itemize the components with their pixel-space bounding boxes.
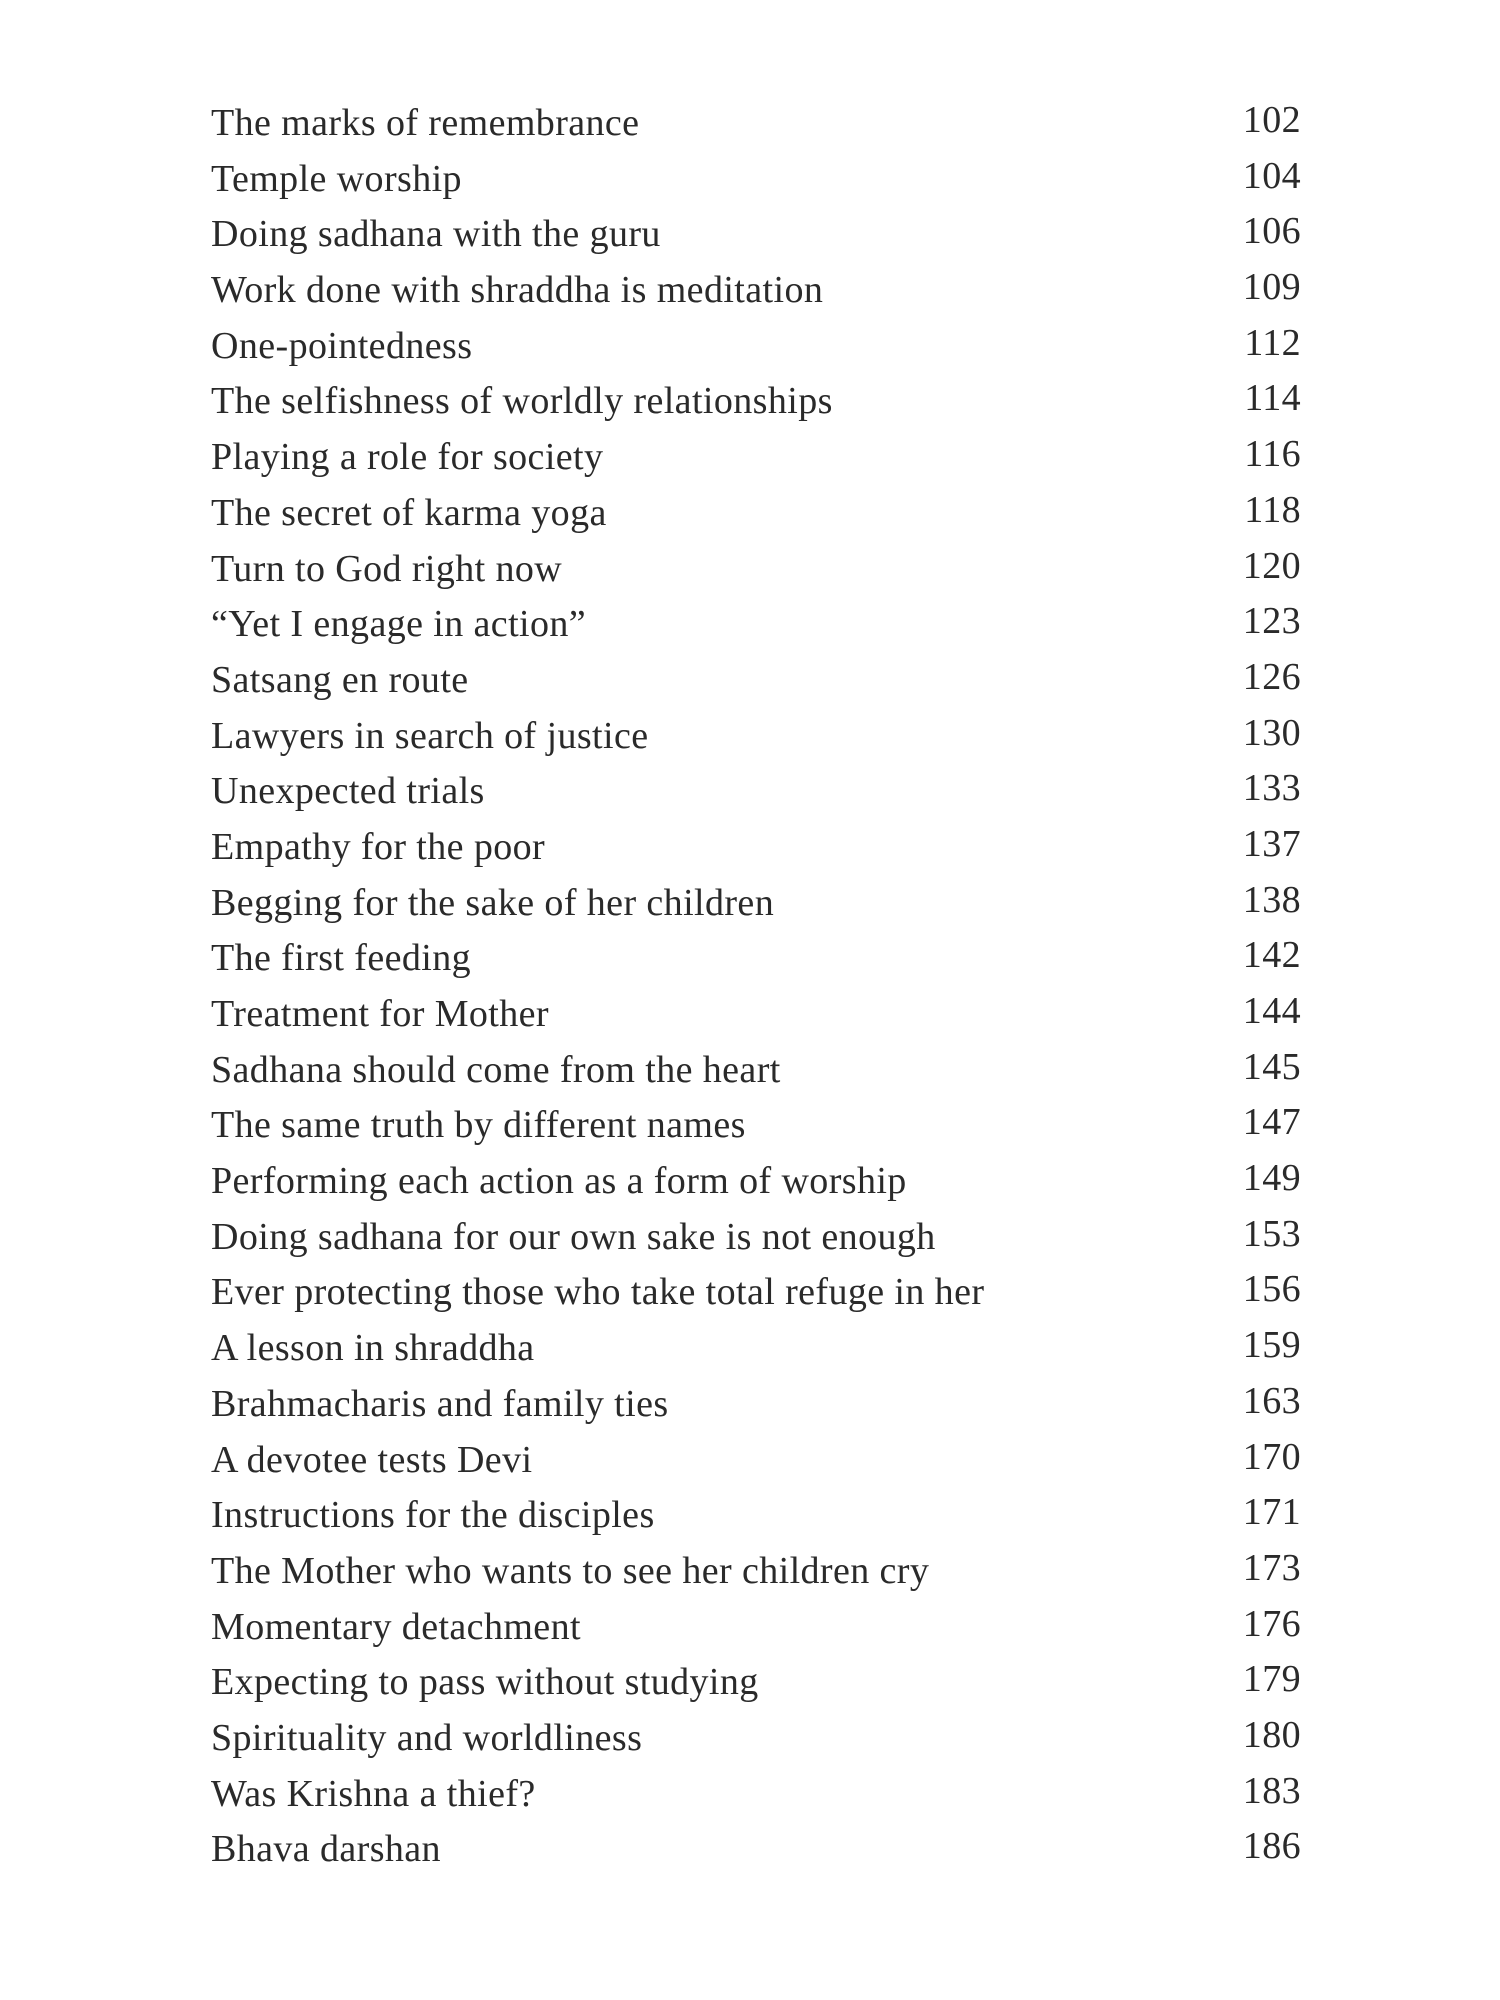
toc-entry-page-number: 120 xyxy=(1242,544,1301,587)
toc-entry-page-number: 112 xyxy=(1244,321,1301,364)
toc-entry-title: The same truth by different names xyxy=(211,1104,746,1147)
toc-entry-page-number: 123 xyxy=(1242,600,1301,643)
toc-entry-page-number: 114 xyxy=(1244,377,1301,420)
toc-entry xyxy=(211,153,1301,209)
toc-entry xyxy=(211,1322,1301,1378)
toc-entry-title: Work done with shraddha is meditation xyxy=(211,269,824,312)
toc-entry-title: Ever protecting those who take total refuge in her xyxy=(211,1271,985,1314)
toc-entry xyxy=(211,1601,1301,1657)
toc-entry-page-number: 126 xyxy=(1242,655,1301,698)
toc-entry-title: Treatment for Mother xyxy=(211,993,549,1035)
toc-entry xyxy=(211,1656,1301,1712)
toc-entry-page-number: 179 xyxy=(1242,1658,1301,1701)
toc-entry-title: Begging for the sake of her children xyxy=(211,881,775,924)
toc-entry-page-number: 170 xyxy=(1242,1435,1301,1478)
toc-entry-page-number: 183 xyxy=(1242,1769,1301,1812)
toc-entry-title: Sadhana should come from the heart xyxy=(211,1048,781,1091)
toc-entry xyxy=(211,264,1301,320)
toc-entry xyxy=(211,97,1301,153)
toc-entry xyxy=(211,710,1301,766)
toc-entry xyxy=(211,1266,1301,1322)
toc-entry xyxy=(211,1823,1301,1879)
toc-entry-title: Brahmacharis and family ties xyxy=(211,1382,669,1425)
toc-entry-title: The Mother who wants to see her children cry xyxy=(211,1549,930,1592)
toc-entry-title: Momentary detachment xyxy=(211,1605,581,1648)
toc-entry-page-number: 171 xyxy=(1242,1491,1301,1534)
toc-entry-title: Satsang en route xyxy=(211,658,469,701)
toc-entry xyxy=(211,821,1301,877)
toc-entry-title: Empathy for the poor xyxy=(211,825,546,868)
toc-entry-page-number: 163 xyxy=(1242,1379,1301,1422)
toc-entry-page-number: 186 xyxy=(1242,1825,1301,1868)
toc-entry-title: Playing a role for society xyxy=(211,436,604,479)
toc-entry xyxy=(211,375,1301,431)
toc-entry-page-number: 137 xyxy=(1242,822,1301,865)
toc-entry-title: The selfishness of worldly relationships xyxy=(211,380,833,423)
toc-entry xyxy=(211,1044,1301,1100)
toc-entry-page-number: 153 xyxy=(1242,1212,1301,1255)
toc-entry xyxy=(211,1155,1301,1211)
toc-entry-page-number: 176 xyxy=(1242,1602,1301,1645)
toc-entry-title: The secret of karma yoga xyxy=(211,491,607,534)
toc-entry-title: A lesson in shraddha xyxy=(211,1327,535,1370)
toc-entry-title: A devotee tests Devi xyxy=(211,1438,533,1481)
toc-entry xyxy=(211,431,1301,487)
toc-entry-page-number: 138 xyxy=(1242,878,1301,921)
toc-entry xyxy=(211,543,1301,599)
toc-entry xyxy=(211,1211,1301,1267)
toc-entry-page-number: 145 xyxy=(1242,1045,1301,1088)
toc-entry-title: Instructions for the disciples xyxy=(211,1494,655,1537)
toc-entry-page-number: 180 xyxy=(1242,1713,1301,1756)
toc-entry-title: Bhava darshan xyxy=(211,1828,441,1871)
toc-entry-page-number: 142 xyxy=(1242,934,1301,977)
toc-entry xyxy=(211,1099,1301,1155)
toc-entry-page-number: 133 xyxy=(1242,767,1301,810)
toc-entry-title: Temple worship xyxy=(211,157,462,200)
toc-entry-page-number: 104 xyxy=(1242,154,1301,197)
toc-entry xyxy=(211,1489,1301,1545)
toc-entry-title: Spirituality and worldliness xyxy=(211,1716,643,1759)
toc-entry-page-number: 130 xyxy=(1242,711,1301,754)
toc-entry-title: Was Krishna a thief? xyxy=(211,1772,536,1815)
toc-entry-page-number: 147 xyxy=(1242,1101,1301,1144)
toc-entry xyxy=(211,1712,1301,1768)
toc-entry-page-number: 173 xyxy=(1242,1546,1301,1589)
toc-entry xyxy=(211,932,1301,988)
toc-entry-page-number: 116 xyxy=(1244,433,1301,476)
toc-entry-page-number: 118 xyxy=(1244,488,1301,531)
toc-entry-title: Turn to God right now xyxy=(211,547,563,590)
toc-entry-page-number: 106 xyxy=(1242,210,1301,253)
toc-entry-page-number: 109 xyxy=(1242,266,1301,309)
toc-entry-title: Doing sadhana for our own sake is not enough xyxy=(211,1215,936,1258)
toc-entry xyxy=(211,988,1301,1044)
toc-list xyxy=(211,97,1301,1879)
toc-entry xyxy=(211,1378,1301,1434)
toc-entry xyxy=(211,765,1301,821)
toc-entry-title: Performing each action as a form of worship xyxy=(211,1160,907,1203)
toc-entry xyxy=(211,654,1301,710)
toc-entry xyxy=(211,877,1301,933)
toc-entry xyxy=(211,208,1301,264)
toc-entry-title: The marks of remembrance xyxy=(211,102,640,144)
toc-entry-page-number: 156 xyxy=(1242,1268,1301,1311)
toc-entry-page-number: 159 xyxy=(1242,1324,1301,1367)
toc-entry xyxy=(211,487,1301,543)
toc-entry-page-number: 102 xyxy=(1242,99,1301,141)
toc-entry-title: The first feeding xyxy=(211,937,472,980)
toc-entry-page-number: 144 xyxy=(1242,990,1301,1032)
toc-entry-title: Unexpected trials xyxy=(211,770,485,813)
toc-entry-page-number: 149 xyxy=(1242,1157,1301,1200)
toc-entry xyxy=(211,598,1301,654)
toc-entry xyxy=(211,320,1301,376)
toc-entry xyxy=(211,1434,1301,1490)
toc-entry-title: “Yet I engage in action” xyxy=(211,603,587,646)
toc-entry-title: Lawyers in search of justice xyxy=(211,714,649,757)
toc-entry-title: One-pointedness xyxy=(211,324,473,367)
toc-entry xyxy=(211,1768,1301,1824)
toc-entry-title: Expecting to pass without studying xyxy=(211,1661,759,1704)
toc-entry-title: Doing sadhana with the guru xyxy=(211,213,661,256)
toc-entry xyxy=(211,1545,1301,1601)
